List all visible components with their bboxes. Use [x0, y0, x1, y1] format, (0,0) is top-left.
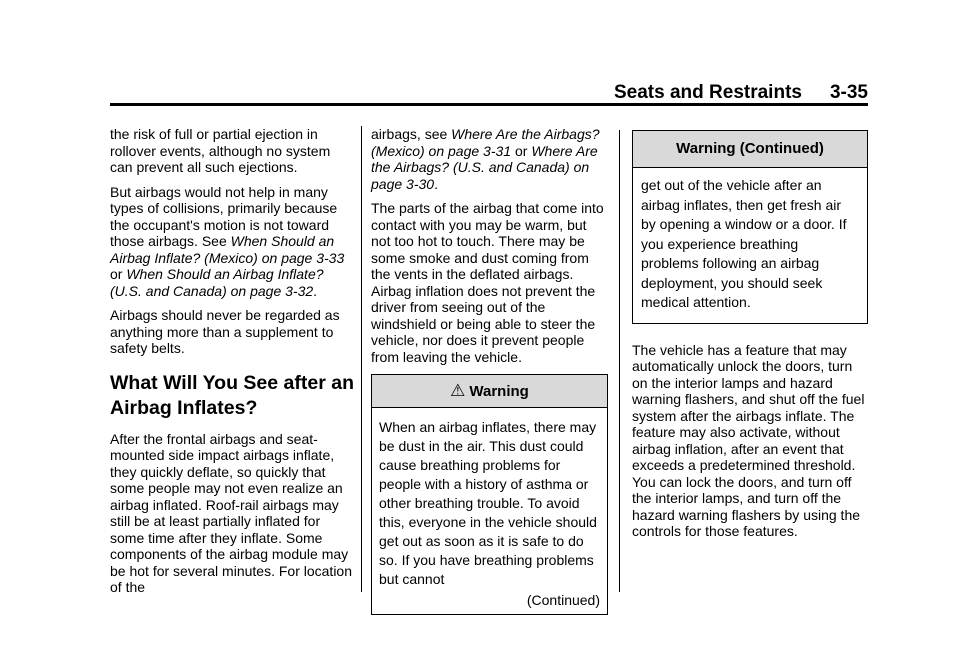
warning-continued-header: Warning (Continued): [633, 131, 867, 168]
warning-body: When an airbag inflates, there may be dust in the air. This dust could cause breathing problems for people with a history of asthma or other breathing trouble. To avoid this, everyone in the vehicle should get out as soon as it is safe to do so. If you have breathing problems but cannot (Continued): [379, 419, 600, 608]
section-heading: What Will You See after an Airbag Inflates?: [110, 371, 354, 419]
paragraph: The parts of the airbag that come into contact with you may be warm, but not too hot to touch. There may be some smoke and dust coming from the vents in the deflated airbags. Airbag inflation does not prevent the driver from seeing out of the windshield or being able to steer the vehicle, nor does it prevent people from leaving the vehicle.: [371, 200, 604, 365]
warning-triangle-icon: ⚠: [450, 381, 466, 400]
warning-continued-body: get out of the vehicle after an airbag inflates, then get fresh air by opening a window or a door. If you experience breathing problems following an airbag deployment, you should seek medical attention.: [641, 177, 847, 310]
column-2: [371, 126, 608, 615]
paragraph: But airbags would not help in many types of collisions, primarily because the occupant's motion is not toward those airbags. See When Should an Airbag Inflate? (Mexico) on page 3-33 or When Should an Airbag Inflate? (U.S. and Canada) on page 3-32.: [110, 183, 345, 299]
paragraph: the risk of full or partial ejection in rollover events, although no system can prevent all such ejections.: [110, 126, 331, 175]
section-title: Seats and Restraints: [614, 82, 802, 103]
cross-reference: Where Are the Airbags? (Mexico) on page 3-31: [371, 126, 600, 159]
paragraph: Airbags should never be regarded as anything more than a supplement to safety belts.: [110, 307, 340, 356]
paragraph: The vehicle has a feature that may automatically unlock the doors, turn on the interior lamps and hazard warning flashers, and shut off the fuel system after the airbags inflate. The feature may also activate, without airbag inflation, after an event that exceeds a predetermined threshold. You can lock the doors, and turn off the interior lamps, and turn off the hazard warning flashers by using the controls for those features.: [632, 341, 865, 539]
page-number: 3-35: [829, 82, 868, 103]
cross-reference: When Should an Airbag Inflate? (Mexico) on page 3-33: [110, 233, 345, 266]
paragraph: airbags, see Where Are the Airbags? (Mexico) on page 3-31 or Where Are the Airbags? (U.S. and Canada) on page 3-30.: [371, 126, 600, 192]
warning-header: ⚠ Warning: [372, 375, 607, 408]
column-divider-1: [361, 126, 362, 592]
column-1: [110, 126, 356, 604]
cross-reference: Where Are the Airbags? (U.S. and Canada) on page 3-30: [371, 142, 598, 192]
column-divider-2: [619, 130, 620, 592]
continued-label: (Continued): [526, 592, 600, 608]
paragraph: After the frontal airbags and seat-mounted side impact airbags inflate, they quickly deflate, so quickly that some people may not even realize an airbag inflated. Roof-rail airbags may still be at least partially inflated for some time after they inflate. Some components of the airbag module may be hot for several minutes. For location of the: [110, 430, 353, 595]
header-rule: [110, 103, 868, 106]
warning-box: [371, 374, 608, 615]
column-3: [632, 126, 868, 548]
warning-continued-box: [632, 130, 868, 324]
page-header: [110, 82, 868, 104]
cross-reference: When Should an Airbag Inflate? (U.S. and Canada) on page 3-32: [110, 266, 324, 299]
